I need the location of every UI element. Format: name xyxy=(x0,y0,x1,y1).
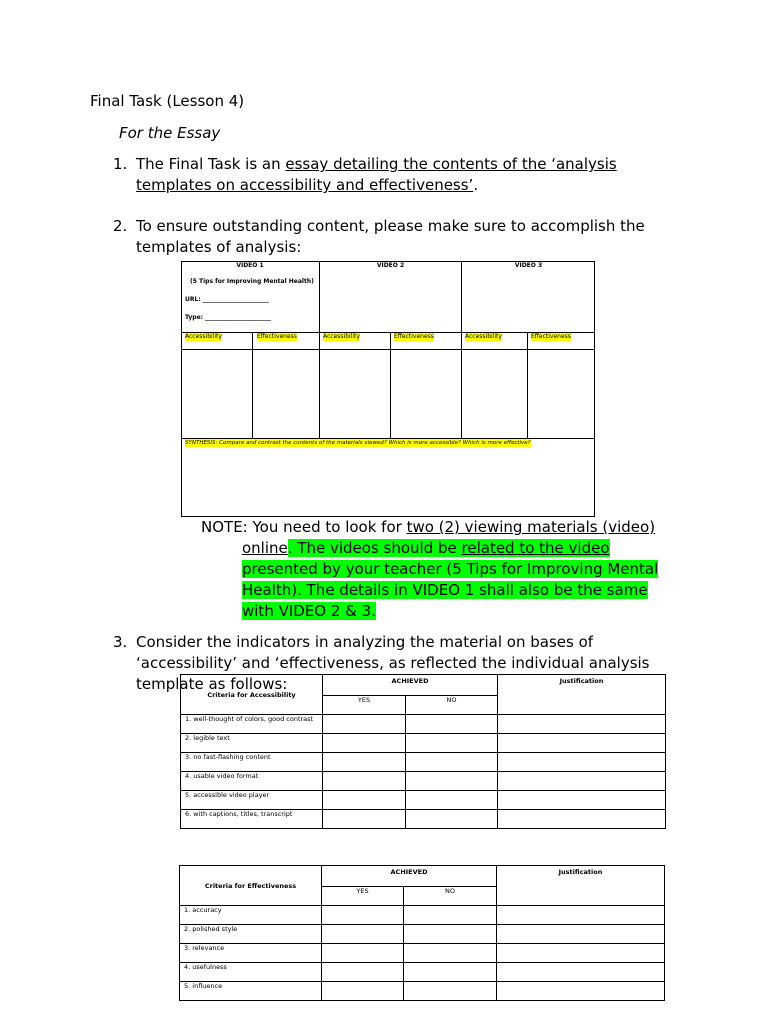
effectiveness-label-1: Effectiveness xyxy=(257,333,297,340)
accessibility-criteria-table xyxy=(180,674,666,829)
table-row: 3. no fast-flashing content xyxy=(181,753,666,772)
analysis-template-table xyxy=(181,261,595,517)
yes-header: YES xyxy=(323,696,406,715)
table-row: 5. accessible video player xyxy=(181,791,666,810)
accessibility-label-1: Accessibility xyxy=(185,333,222,340)
page-subtitle: For the Essay xyxy=(119,124,221,142)
accessibility-label-2: Accessibility xyxy=(323,333,360,340)
synthesis-prompt: SYNTHESIS: Compare and contrast the contents of the materials viewed? Which is more accessible? Which is more effective? xyxy=(185,440,531,446)
achieved-header: ACHIEVED xyxy=(322,866,497,887)
table-row: 4. usable video format xyxy=(181,772,666,791)
list-number-3: 3. xyxy=(113,633,128,651)
item-3-line-3: template as follows: xyxy=(136,675,288,693)
table-row: 1. accuracy xyxy=(180,906,665,925)
table-row: 2. legible text xyxy=(181,734,666,753)
note-line-5: with VIDEO 2 & 3. xyxy=(242,602,376,620)
table-row: 1. well-thought of colors, good contrast xyxy=(181,715,666,734)
effectiveness-label-2: Effectiveness xyxy=(394,333,434,340)
item-3-line-1: Consider the indicators in analyzing the material on bases of xyxy=(136,633,594,651)
effectiveness-criteria-table xyxy=(179,865,665,1001)
note-line-4: Health). The details in VIDEO 1 shall also be the same xyxy=(242,581,648,599)
item-2-line-2: templates of analysis: xyxy=(136,238,302,256)
accessibility-label-3: Accessibility xyxy=(465,333,502,340)
item-3-line-2: ‘accessibility’ and ‘effectiveness, as reflected the individual analysis xyxy=(136,654,650,672)
table-row: 2. polished style xyxy=(180,925,665,944)
table-row: 4. usefulness xyxy=(180,963,665,982)
video-3-header: VIDEO 3 xyxy=(514,262,543,269)
item-2-line-1: To ensure outstanding content, please make sure to accomplish the xyxy=(136,217,645,235)
page-title: Final Task (Lesson 4) xyxy=(90,92,245,110)
effectiveness-label-3: Effectiveness xyxy=(531,333,571,340)
url-field: URL: ______________________ xyxy=(185,296,269,303)
list-number-2: 2. xyxy=(113,217,128,235)
no-header: NO xyxy=(406,696,498,715)
note-line-2: online. The videos should be related to the video xyxy=(242,539,610,557)
type-field: Type: ______________________ xyxy=(185,314,272,321)
video-1-subtitle: (5 Tips for Improving Mental Health) xyxy=(190,278,314,285)
justification-header: Justification xyxy=(497,866,665,906)
list-number-1: 1. xyxy=(113,155,128,173)
criteria-effectiveness-header: Criteria for Effectiveness xyxy=(180,866,322,906)
video-1-header: VIDEO 1 xyxy=(236,262,264,269)
table-row: 5. influence xyxy=(180,982,665,1001)
item-1-line-1: The Final Task is an essay detailing the contents of the ‘analysis xyxy=(136,155,617,173)
yes-header: YES xyxy=(322,887,404,906)
note-line-3: presented by your teacher (5 Tips for Improving Mental xyxy=(242,560,659,578)
achieved-header: ACHIEVED xyxy=(323,675,498,696)
note-line-1: NOTE: You need to look for two (2) viewing materials (video) xyxy=(201,518,656,536)
table-row: 6. with captions, titles, transcript xyxy=(181,810,666,829)
justification-header: Justification xyxy=(498,675,666,715)
item-1-line-2: templates on accessibility and effectiveness’. xyxy=(136,176,479,194)
table-row: 3. relevance xyxy=(180,944,665,963)
criteria-accessibility-header: Criteria for Accessibility xyxy=(181,675,323,715)
no-header: NO xyxy=(404,887,497,906)
video-2-header: VIDEO 2 xyxy=(376,262,405,269)
